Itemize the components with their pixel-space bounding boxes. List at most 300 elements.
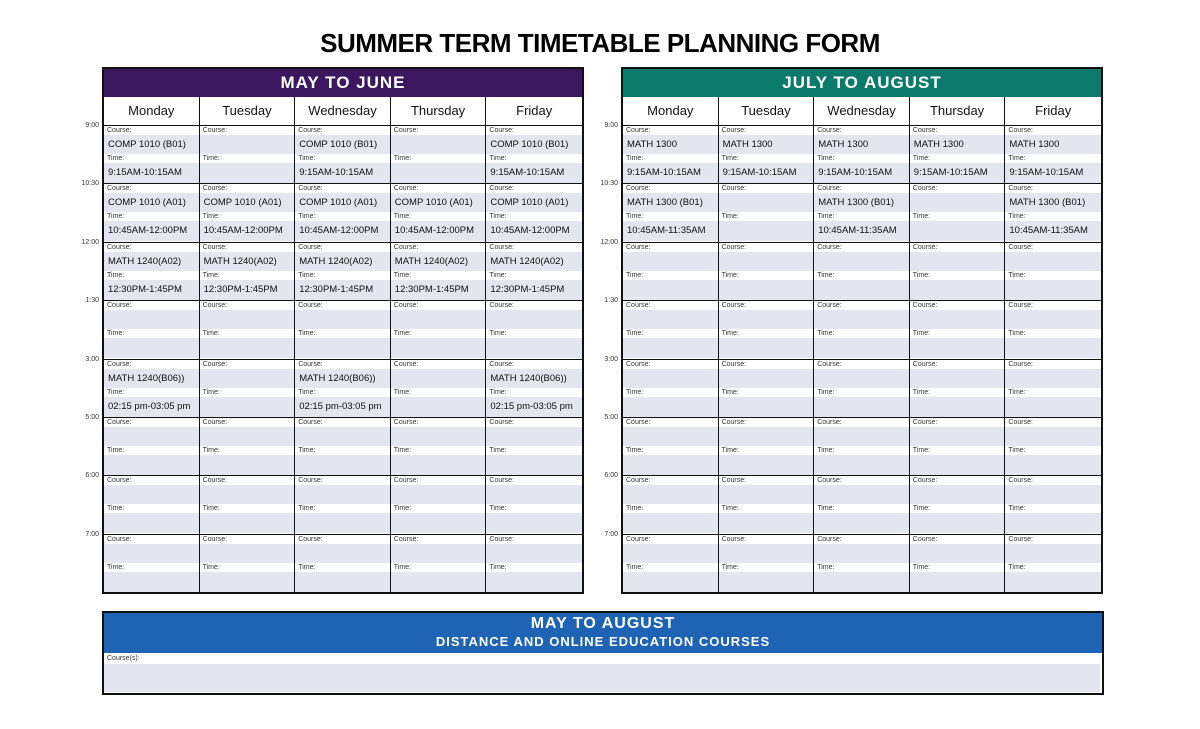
course-label: Course: <box>817 185 842 193</box>
time-label: Time: <box>298 388 316 396</box>
course-field[interactable] <box>814 252 909 271</box>
slot-cell <box>1005 184 1101 241</box>
course-field[interactable]: MATH 1300 (B01) <box>623 193 718 212</box>
time-label: Time: <box>393 563 412 571</box>
course-field[interactable] <box>1005 252 1101 271</box>
time-slot-label: 9:00 <box>604 122 618 129</box>
time-field[interactable]: 10:45AM-12:00PM <box>104 221 199 241</box>
time-slot-row <box>104 418 582 476</box>
time-label: Time: <box>107 563 125 571</box>
course-label: Course: <box>393 127 419 134</box>
slot-cell <box>719 243 815 300</box>
time-label: Time: <box>393 330 412 338</box>
time-field[interactable]: 10:45AM-12:00PM <box>295 221 390 241</box>
time-field[interactable] <box>814 280 909 300</box>
course-field[interactable] <box>200 135 295 154</box>
time-field[interactable]: 02:15 pm-03:05 pm <box>295 397 390 417</box>
time-field[interactable] <box>910 513 1005 533</box>
course-field[interactable]: MATH 1300 <box>910 135 1005 154</box>
time-field[interactable] <box>295 572 390 592</box>
course-field[interactable]: COMP 1010 (B01) <box>295 135 390 154</box>
slot-cell <box>910 418 1006 475</box>
time-field[interactable]: 9:15AM-10:15AM <box>814 163 909 183</box>
slot-cell <box>486 360 582 417</box>
time-field[interactable] <box>104 455 199 475</box>
time-label: Time: <box>107 330 125 338</box>
slot-cell <box>200 360 296 417</box>
time-field[interactable] <box>200 338 295 358</box>
time-label: Time: <box>107 213 125 221</box>
slot-cell <box>391 418 487 475</box>
course-field[interactable]: MATH 1240(A02) <box>391 252 486 271</box>
course-field[interactable]: MATH 1240(B06)) <box>104 369 199 388</box>
course-label: Course: <box>107 127 132 134</box>
time-slot-label: 1:30 <box>85 297 99 305</box>
slot-cell <box>295 418 391 475</box>
slot-cell <box>719 126 815 183</box>
course-field[interactable]: COMP 1010 (B01) <box>104 135 199 154</box>
course-label: Course: <box>817 535 842 543</box>
course-field[interactable]: MATH 1300 <box>623 135 718 154</box>
slot-cell <box>295 535 391 593</box>
time-label: Time: <box>721 446 739 454</box>
slot-cell <box>486 535 582 593</box>
time-field[interactable]: 10:45AM-11:35AM <box>1005 221 1101 241</box>
course-field[interactable] <box>910 485 1005 504</box>
time-field[interactable] <box>1005 397 1101 417</box>
time-slot-row <box>623 360 1101 418</box>
course-field[interactable]: MATH 1240(A02) <box>486 252 582 271</box>
slot-cell <box>1005 301 1101 358</box>
course-field[interactable]: MATH 1240(A02) <box>295 252 390 271</box>
time-label: Time: <box>721 388 739 396</box>
time-field[interactable] <box>719 397 814 417</box>
course-label: Course: <box>817 302 842 310</box>
time-field[interactable] <box>1005 338 1101 358</box>
course-field[interactable] <box>623 485 718 504</box>
course-label: Course: <box>912 477 938 485</box>
course-label: Course: <box>202 360 228 368</box>
course-field[interactable] <box>391 310 486 329</box>
time-field[interactable] <box>814 572 909 592</box>
course-field[interactable] <box>814 310 909 329</box>
time-field[interactable] <box>910 338 1005 358</box>
time-field[interactable] <box>486 572 582 592</box>
course-label: Course: <box>721 477 747 485</box>
time-field[interactable] <box>1005 572 1101 592</box>
time-label: Time: <box>202 446 220 454</box>
slot-cell <box>623 184 719 241</box>
course-label: Course: <box>298 535 323 543</box>
time-field[interactable]: 9:15AM-10:15AM <box>1005 163 1101 183</box>
time-field[interactable] <box>623 513 718 533</box>
course-label: Course: <box>298 360 323 368</box>
time-slot-label: 10:30 <box>81 180 99 188</box>
course-label: Course: <box>298 477 323 485</box>
slot-cell <box>391 535 487 593</box>
slot-cell <box>295 476 391 533</box>
time-slot-row <box>623 301 1101 359</box>
course-field[interactable] <box>200 369 295 388</box>
course-field[interactable]: MATH 1300 (B01) <box>1005 193 1101 212</box>
time-label: Time: <box>202 213 220 221</box>
course-field[interactable] <box>295 310 390 329</box>
day-header-thursday: Thursday <box>910 97 1006 125</box>
time-field[interactable] <box>391 163 486 183</box>
day-header-monday: Monday <box>104 97 200 125</box>
course-field[interactable] <box>910 427 1005 446</box>
time-slot-label: 1:30 <box>604 297 618 305</box>
course-field[interactable] <box>295 427 390 446</box>
time-label: Time: <box>107 446 125 454</box>
time-field[interactable] <box>910 455 1005 475</box>
course-field[interactable] <box>910 369 1005 388</box>
course-field[interactable]: MATH 1240(A02) <box>104 252 199 271</box>
time-field[interactable] <box>623 572 718 592</box>
course-label: Course: <box>489 477 514 485</box>
course-field[interactable]: COMP 1010 (A01) <box>486 193 582 212</box>
page-title: SUMMER TERM TIMETABLE PLANNING FORM <box>320 28 880 58</box>
slot-cell <box>910 184 1006 241</box>
courses-field[interactable] <box>104 664 1100 692</box>
course-field[interactable] <box>1005 544 1101 563</box>
time-field[interactable] <box>391 338 486 358</box>
course-field[interactable]: MATH 1300 <box>1005 135 1101 154</box>
time-label: Time: <box>202 563 220 571</box>
course-label: Course: <box>107 535 132 543</box>
time-field[interactable] <box>719 280 814 300</box>
course-field[interactable] <box>200 485 295 504</box>
slot-cell <box>104 126 200 183</box>
time-field[interactable] <box>910 572 1005 592</box>
course-field[interactable]: MATH 1240(B06)) <box>486 369 582 388</box>
slot-cell <box>814 184 910 241</box>
course-field[interactable] <box>486 427 582 446</box>
time-field[interactable] <box>719 221 814 241</box>
july-august-day-headers <box>623 97 1101 126</box>
time-field[interactable]: 02:15 pm-03:05 pm <box>104 397 199 417</box>
time-field[interactable]: 12:30PM-1:45PM <box>486 280 582 300</box>
course-field[interactable] <box>391 135 486 154</box>
time-label: Time: <box>489 213 507 221</box>
day-header-tuesday: Tuesday <box>200 97 296 125</box>
time-slot-row <box>104 184 582 242</box>
slot-cell <box>623 418 719 475</box>
course-field[interactable] <box>719 310 814 329</box>
time-label: Time: <box>489 505 507 513</box>
time-label: Time: <box>107 271 125 279</box>
time-field[interactable] <box>200 513 295 533</box>
time-field[interactable] <box>104 513 199 533</box>
time-field[interactable] <box>486 338 582 358</box>
time-label: Time: <box>107 155 125 162</box>
time-field[interactable] <box>719 338 814 358</box>
course-field[interactable] <box>1005 310 1101 329</box>
slot-cell <box>719 476 815 533</box>
time-field[interactable] <box>814 397 909 417</box>
course-label: Course: <box>626 418 651 426</box>
course-field[interactable] <box>623 544 718 563</box>
course-label: Course: <box>393 185 419 193</box>
course-field[interactable] <box>814 427 909 446</box>
course-field[interactable] <box>814 485 909 504</box>
course-field[interactable]: COMP 1010 (A01) <box>200 193 295 212</box>
time-field[interactable] <box>295 513 390 533</box>
course-field[interactable] <box>910 193 1005 212</box>
course-field[interactable] <box>623 252 718 271</box>
course-field[interactable] <box>391 427 486 446</box>
time-field[interactable]: 9:15AM-10:15AM <box>295 163 390 183</box>
slot-cell <box>391 184 487 241</box>
time-label: Time: <box>912 563 931 571</box>
time-field[interactable] <box>200 572 295 592</box>
time-slot-label: 7:00 <box>604 530 618 538</box>
course-field[interactable]: COMP 1010 (A01) <box>391 193 486 212</box>
course-field[interactable]: COMP 1010 (B01) <box>486 135 582 154</box>
time-label: Time: <box>721 271 739 279</box>
time-field[interactable] <box>1005 513 1101 533</box>
course-field[interactable] <box>814 369 909 388</box>
course-label: Course: <box>393 302 419 310</box>
time-field[interactable] <box>200 455 295 475</box>
time-label: Time: <box>393 155 412 162</box>
course-label: Course: <box>626 185 651 193</box>
time-field[interactable]: 10:45AM-12:00PM <box>391 221 486 241</box>
time-slot-label: 12:00 <box>600 238 618 246</box>
time-field[interactable] <box>910 221 1005 241</box>
time-label: Time: <box>912 330 931 338</box>
time-label: Time: <box>489 155 507 162</box>
course-label: Course: <box>489 302 514 310</box>
time-slot-label: 3:00 <box>604 355 618 363</box>
course-label: Course: <box>817 418 842 426</box>
time-field[interactable] <box>200 397 295 417</box>
slot-cell <box>104 476 200 533</box>
course-label: Course: <box>489 535 514 543</box>
course-field[interactable] <box>719 485 814 504</box>
course-field[interactable]: COMP 1010 (A01) <box>295 193 390 212</box>
course-label: Course: <box>202 127 228 134</box>
time-field[interactable] <box>623 280 718 300</box>
time-field[interactable] <box>910 280 1005 300</box>
course-field[interactable] <box>486 485 582 504</box>
course-label: Course: <box>817 127 842 134</box>
course-label: Course: <box>107 302 132 310</box>
time-field[interactable] <box>486 513 582 533</box>
slot-cell <box>719 535 815 593</box>
distance-education-subtitle: DISTANCE AND ONLINE EDUCATION COURSES <box>435 634 771 649</box>
day-header-friday: Friday <box>1035 103 1072 118</box>
course-field[interactable] <box>910 310 1005 329</box>
slot-cell <box>814 243 910 300</box>
course-field[interactable]: MATH 1300 <box>719 135 814 154</box>
slot-cell <box>623 301 719 358</box>
course-field[interactable]: MATH 1240(B06)) <box>295 369 390 388</box>
time-slot-row <box>623 535 1101 593</box>
time-slot-label: 6:00 <box>604 472 618 480</box>
slot-cell <box>1005 476 1101 533</box>
time-field[interactable] <box>391 572 486 592</box>
course-label: Course: <box>912 302 938 310</box>
course-field[interactable]: MATH 1300 <box>814 135 909 154</box>
time-field[interactable]: 10:45AM-12:00PM <box>486 221 582 241</box>
time-label: Time: <box>817 271 835 279</box>
distance-education-header <box>104 613 1102 653</box>
slot-cell <box>719 360 815 417</box>
course-field[interactable] <box>1005 427 1101 446</box>
slot-cell <box>486 126 582 183</box>
slot-cell <box>910 535 1006 593</box>
course-field[interactable] <box>200 310 295 329</box>
time-field[interactable]: 10:45AM-11:35AM <box>814 221 909 241</box>
time-field[interactable]: 10:45AM-11:35AM <box>623 221 718 241</box>
course-field[interactable] <box>719 193 814 212</box>
time-field[interactable] <box>104 572 199 592</box>
slot-cell <box>104 535 200 593</box>
slot-cell <box>104 360 200 417</box>
time-field[interactable]: 9:15AM-10:15AM <box>623 163 718 183</box>
course-field[interactable] <box>295 485 390 504</box>
time-label: Time: <box>817 446 835 454</box>
time-field[interactable] <box>814 338 909 358</box>
course-field[interactable] <box>1005 369 1101 388</box>
course-field[interactable] <box>719 252 814 271</box>
time-field[interactable] <box>623 338 718 358</box>
course-field[interactable]: MATH 1300 (B01) <box>814 193 909 212</box>
time-field[interactable] <box>910 397 1005 417</box>
time-field[interactable] <box>1005 280 1101 300</box>
slot-cell <box>295 301 391 358</box>
time-field[interactable] <box>391 397 486 417</box>
course-field[interactable] <box>200 427 295 446</box>
course-label: Course: <box>202 418 228 426</box>
course-label: Course: <box>912 535 938 543</box>
course-field[interactable] <box>486 544 582 563</box>
time-label: Time: <box>298 330 316 338</box>
course-field[interactable] <box>719 369 814 388</box>
time-field[interactable]: 9:15AM-10:15AM <box>719 163 814 183</box>
slot-cell <box>200 418 296 475</box>
time-field[interactable] <box>1005 455 1101 475</box>
slot-cell <box>623 243 719 300</box>
time-field[interactable]: 02:15 pm-03:05 pm <box>486 397 582 417</box>
course-field[interactable] <box>391 485 486 504</box>
time-field[interactable] <box>719 513 814 533</box>
course-field[interactable] <box>623 427 718 446</box>
time-label: Time: <box>626 330 644 338</box>
time-label: Time: <box>107 505 125 513</box>
time-field[interactable] <box>719 572 814 592</box>
time-label: Time: <box>817 330 835 338</box>
time-field[interactable]: 12:30PM-1:45PM <box>104 280 199 300</box>
time-slot-label: 5:00 <box>85 413 99 421</box>
time-field[interactable] <box>391 455 486 475</box>
time-field[interactable]: 12:30PM-1:45PM <box>200 280 295 300</box>
course-label: Course: <box>298 127 323 134</box>
course-field[interactable] <box>1005 485 1101 504</box>
time-slot-row <box>104 301 582 359</box>
time-field[interactable] <box>295 455 390 475</box>
course-label: Course: <box>817 477 842 485</box>
slot-cell <box>391 476 487 533</box>
time-field[interactable] <box>391 513 486 533</box>
time-slot-row <box>623 476 1101 534</box>
day-header-tuesday: Tuesday <box>719 97 815 125</box>
course-field[interactable] <box>391 369 486 388</box>
course-field[interactable] <box>200 544 295 563</box>
course-field[interactable]: COMP 1010 (A01) <box>104 193 199 212</box>
course-label: Course: <box>107 243 132 251</box>
slot-cell <box>391 301 487 358</box>
time-field[interactable] <box>486 455 582 475</box>
time-slot-label: 5:00 <box>604 413 618 421</box>
time-field[interactable] <box>623 397 718 417</box>
course-field[interactable] <box>623 310 718 329</box>
course-field[interactable]: MATH 1240(A02) <box>200 252 295 271</box>
time-label: Time: <box>912 505 931 513</box>
time-field[interactable] <box>104 338 199 358</box>
day-header-thursday: Thursday <box>391 97 487 125</box>
time-field[interactable] <box>200 163 295 183</box>
time-field[interactable] <box>295 338 390 358</box>
course-field[interactable] <box>910 252 1005 271</box>
course-field[interactable] <box>719 427 814 446</box>
time-label: Time: <box>393 446 412 454</box>
slot-cell <box>814 476 910 533</box>
time-field[interactable]: 12:30PM-1:45PM <box>391 280 486 300</box>
time-field[interactable]: 9:15AM-10:15AM <box>104 163 199 183</box>
slot-cell <box>623 535 719 593</box>
time-field[interactable] <box>719 455 814 475</box>
course-field[interactable] <box>623 369 718 388</box>
course-field[interactable] <box>295 544 390 563</box>
time-field[interactable] <box>623 455 718 475</box>
course-field[interactable] <box>104 427 199 446</box>
course-field[interactable] <box>391 544 486 563</box>
time-field[interactable] <box>814 513 909 533</box>
time-field[interactable] <box>814 455 909 475</box>
course-field[interactable] <box>814 544 909 563</box>
course-field[interactable] <box>104 310 199 329</box>
course-field[interactable] <box>104 485 199 504</box>
time-slot-row <box>104 126 582 184</box>
time-field[interactable]: 10:45AM-12:00PM <box>200 221 295 241</box>
course-field[interactable] <box>719 544 814 563</box>
time-label: Time: <box>1008 388 1026 396</box>
time-slot-label: 3:00 <box>85 355 99 363</box>
time-label: Time: <box>912 155 931 162</box>
time-label: Time: <box>626 388 644 396</box>
slot-cell <box>200 535 296 593</box>
course-field[interactable] <box>910 544 1005 563</box>
course-label: Course: <box>912 127 938 134</box>
slot-cell <box>200 243 296 300</box>
time-field[interactable]: 9:15AM-10:15AM <box>910 163 1005 183</box>
course-field[interactable] <box>486 310 582 329</box>
course-label: Course: <box>202 477 228 485</box>
distance-education-panel <box>102 611 1104 695</box>
time-field[interactable]: 12:30PM-1:45PM <box>295 280 390 300</box>
time-label: Time: <box>298 155 316 162</box>
may-june-grid <box>104 126 582 593</box>
course-label: Course: <box>393 360 419 368</box>
slot-cell <box>200 301 296 358</box>
course-field[interactable] <box>104 544 199 563</box>
time-field[interactable]: 9:15AM-10:15AM <box>486 163 582 183</box>
slot-cell <box>623 476 719 533</box>
time-label: Time: <box>721 155 739 162</box>
time-label: Time: <box>626 155 644 162</box>
